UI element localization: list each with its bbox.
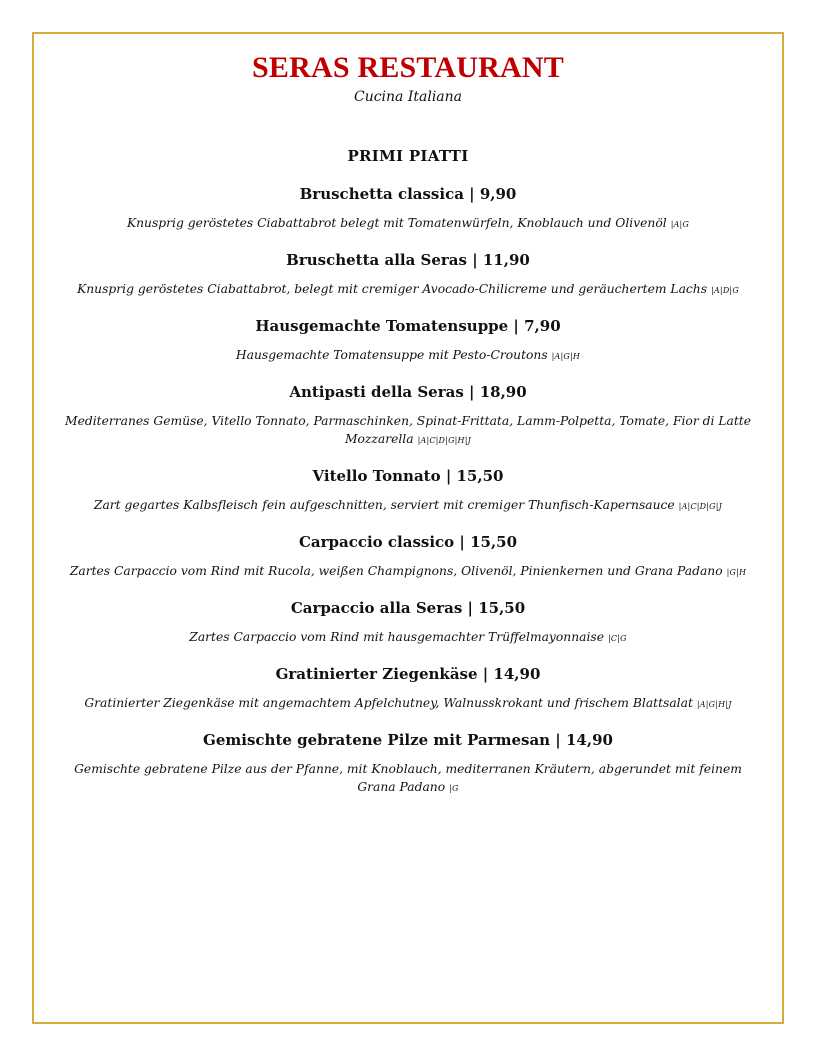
menu-item-description-text: Zart gegartes Kalbsfleisch fein aufgeschnitten, serviert mit cremiger Thunfisch-Kapernsauce [93, 498, 675, 512]
menu-item-name: Gratinierter Ziegenkäse | 14,90 [275, 665, 541, 683]
menu-item-description-text: Zartes Carpaccio vom Rind mit hausgemachter Trüffelmayonnaise [189, 630, 604, 644]
menu-item-description [60, 496, 756, 516]
menu-item-description [60, 760, 756, 798]
menu-item-allergens: |G [449, 784, 459, 793]
menu-item-description-text: Zartes Carpaccio vom Rind mit Rucola, weißen Champignons, Olivenöl, Pinienkernen und Grana Padano [69, 564, 723, 578]
menu-item-description [60, 562, 756, 582]
menu-item-description [60, 694, 756, 714]
menu-item [60, 598, 756, 648]
menu-item-name: Carpaccio classico | 15,50 [298, 533, 518, 551]
menu-item [60, 382, 756, 450]
menu-item-description [60, 346, 756, 366]
section-title: PRIMI PIATTI [347, 147, 469, 165]
menu-item-description-text: Gratinierter Ziegenkäse mit angemachtem Apfelchutney, Walnusskrokant und frischem Blattsalat [84, 696, 693, 710]
menu-item-description [60, 280, 756, 300]
menu-item-name: Carpaccio alla Seras | 15,50 [290, 599, 526, 617]
menu-items-list [60, 184, 756, 814]
menu-item-allergens: |A|C|D|G|H|J [417, 436, 472, 445]
menu-header [0, 52, 816, 106]
menu-item-name: Bruschetta classica | 9,90 [299, 185, 517, 203]
menu-item-description [60, 214, 756, 234]
menu-item-allergens: |A|D|G [711, 286, 739, 295]
menu-item-allergens: |A|G [670, 220, 690, 229]
restaurant-subtitle: Cucina Italiana [353, 89, 463, 105]
menu-item [60, 466, 756, 516]
menu-item [60, 250, 756, 300]
menu-item-description-text: Mediterranes Gemüse, Vitello Tonnato, Parmaschinken, Spinat-Frittata, Lamm-Polpetta, Tomate, Fior di Latte Mozzarella [64, 414, 751, 446]
menu-item [60, 664, 756, 714]
menu-item-description-text: Gemischte gebratene Pilze aus der Pfanne, mit Knoblauch, mediterranen Kräutern, abgerundet mit feinem Grana Padano [74, 762, 742, 794]
menu-item-allergens: |C|G [607, 634, 627, 643]
menu-item-name: Bruschetta alla Seras | 11,90 [286, 251, 530, 269]
menu-item-description [60, 412, 756, 450]
menu-item-name: Vitello Tonnato | 15,50 [312, 467, 504, 485]
menu-item-name: Gemischte gebratene Pilze mit Parmesan | 14,90 [203, 731, 613, 749]
menu-item-name: Antipasti della Seras | 18,90 [289, 383, 527, 401]
menu-item-description-text: Knusprig geröstetes Ciabattabrot, belegt mit cremiger Avocado-Chilicreme und geräuchertem Lachs [77, 282, 708, 296]
menu-item-allergens: |A|G|H [551, 352, 581, 361]
menu-item-description [60, 628, 756, 648]
menu-item-description-text: Hausgemachte Tomatensuppe mit Pesto-Croutons [235, 348, 548, 362]
restaurant-name: SERAS RESTAURANT [252, 51, 564, 84]
menu-item [60, 316, 756, 366]
menu-item-allergens: |A|C|D|G|J [678, 502, 723, 511]
menu-item [60, 730, 756, 798]
menu-item [60, 184, 756, 234]
menu-item-allergens: |A|G|H|J [696, 700, 732, 709]
menu-item-allergens: |G|H [726, 568, 747, 577]
menu-item-description-text: Knusprig geröstetes Ciabattabrot belegt mit Tomatenwürfeln, Knoblauch und Olivenöl [126, 216, 667, 230]
menu-item [60, 532, 756, 582]
menu-item-name: Hausgemachte Tomatensuppe | 7,90 [255, 317, 561, 335]
